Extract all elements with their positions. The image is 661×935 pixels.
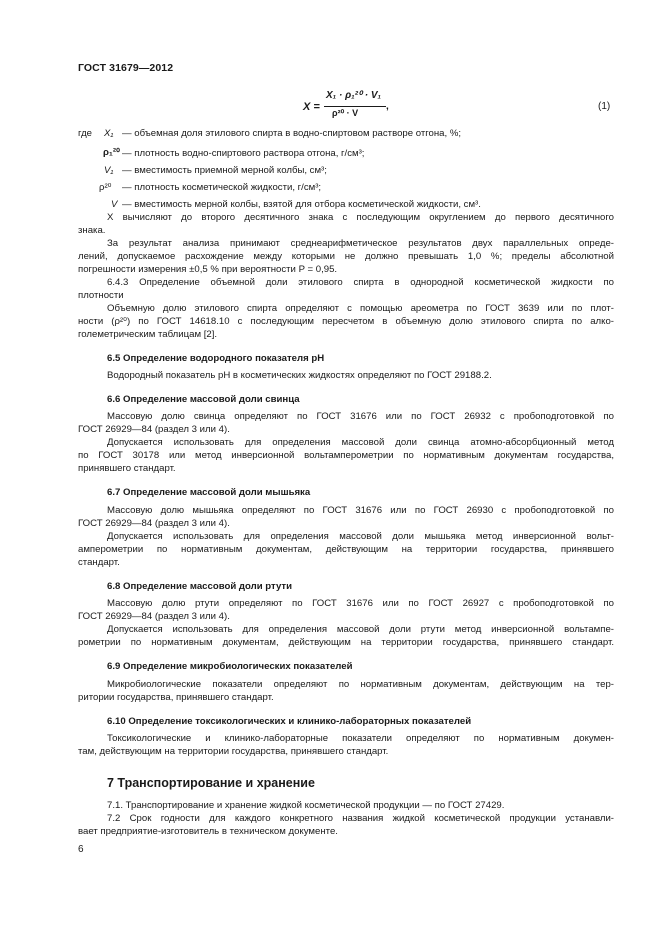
def-x1: — объемная доля этилового спирта в водно-спиртовом растворе отгона, %; [122,128,462,139]
section-6-9-heading: 6.9 Определение микробиологических показателей [107,661,353,672]
where-label: где [78,128,93,139]
def-x1-symbol: X₁ [104,128,114,139]
section-6-5-heading: 6.5 Определение водородного показателя pH [107,353,325,364]
calc-line-1: X вычисляют до второго десятичного знака с последующим округлением до первого десятичного [107,212,614,223]
section-6-7-heading: 6.7 Определение массовой доли мышьяка [107,487,311,498]
section-6-8-line-4: рометрии по нормативным документам, действующим на территории государства, принявшего стандарт. [78,637,614,648]
section-6-7-line-3: Допускается использовать для определения массовой доли мышьяка метод инверсионной вольт- [107,531,614,542]
def-v1-symbol: V₁ [104,165,114,176]
page-number: 6 [78,844,84,855]
section-6-8-line-3: Допускается использовать для определения массовой доли ртути метод инверсионной вольтампе- [107,624,614,635]
section-6-8-heading: 6.8 Определение массовой доли ртути [107,581,292,592]
section-6-10-line-1: Токсикологические и клинико-лабораторные показатели определяют по нормативным докумен- [107,733,614,744]
calc-line-2: знака. [78,225,106,236]
def-v1: — вместимость приемной мерной колбы, см³; [122,165,327,176]
def-rho-symbol: ρ²⁰ [99,182,112,193]
section-6-6-line-4: по ГОСТ 30178 или метод инверсионной вольтамперометрии по нормативным документам государства, [78,450,614,461]
result-line-2: лений, допускаемое расхождение между которыми не должно превышать 1,0 %; пределы абсолютной [78,251,614,262]
section-6-10-line-2: там, действующим на территории государства, принявшего стандарт. [78,746,389,757]
def-rho1: — плотность водно-спиртового раствора отгона, г/см³; [122,148,365,159]
section-6-5-para: Водородный показатель pH в косметических жидкостях определяют по ГОСТ 29188.2. [107,370,492,381]
formula-denominator: ρ²⁰ · V [332,108,359,118]
s643-para-2: ности (ρ²⁰) по ГОСТ 14618.10 с последующим пересчетом в объемную долю этилового спирта по алко- [78,316,614,327]
section-6-8-line-2: ГОСТ 26929—84 (раздел 3 или 4). [78,611,230,622]
section-6-6-line-3: Допускается использовать для определения массовой доли свинца атомно-абсорбционный метод [107,437,614,448]
section-6-7-line-2: ГОСТ 26929—84 (раздел 3 или 4). [78,518,230,529]
section-6-7-line-1: Массовую долю мышьяка определяют по ГОСТ 31676 или по ГОСТ 26930 с пробоподготовкой по [107,505,614,516]
section-6-7-line-4: амперометрии по нормативным документам, действующим на территории государства, принявшего [78,544,614,555]
s643-heading-2: плотности [78,290,124,301]
def-v-symbol: V [111,199,118,210]
equation-number: (1) [598,101,611,112]
section-6-6-line-2: ГОСТ 26929—84 (раздел 3 или 4). [78,424,230,435]
result-line-1: За результат анализа принимают среднеарифметическое результатов двух параллельных опреде- [107,238,614,249]
formula-lhs: X = [303,101,320,113]
section-7-2-line-2: вает предприятие-изготовитель в техническом документе. [78,826,338,837]
section-6-9-line-2: ритории государства, принявшего стандарт. [78,692,274,703]
section-6-7-line-5: стандарт. [78,557,120,568]
section-7-heading: 7 Транспортирование и хранение [107,776,315,790]
document-header: ГОСТ 31679—2012 [78,62,174,74]
formula-numerator: X₁ · ρ₁²⁰ · V₁ [326,90,382,101]
section-7-1: 7.1. Транспортирование и хранение жидкой косметической продукции — по ГОСТ 27429. [107,800,505,811]
section-6-6-heading: 6.6 Определение массовой доли свинца [107,394,300,405]
s643-heading-1: 6.4.3 Определение объемной доли этилового спирта в однородной косметической жидкости по [107,277,614,288]
section-7-2-line-1: 7.2 Срок годности для каждого конкретного названия жидкой косметической продукции устанавли- [107,813,614,824]
s643-para-1: Объемную долю этилового спирта определяют с помощью ареометра по ГОСТ 3639 или по плот- [107,303,614,314]
def-v: — вместимость мерной колбы, взятой для отбора косметической жидкости, см³. [122,199,481,210]
section-6-9-line-1: Микробиологические показатели определяют по нормативным документам, действующим на тер- [107,679,614,690]
s643-para-3: големетрическим таблицам [2]. [78,329,218,340]
def-rho1-symbol: ρ₁²⁰ [103,147,120,158]
fraction-bar [324,106,386,107]
section-6-8-line-1: Массовую долю ртути определяют по ГОСТ 31676 или по ГОСТ 26927 с пробоподготовкой по [107,598,614,609]
result-line-3: погрешности измерения ±0,5 % при вероятности P = 0,95. [78,264,338,275]
formula-trail: , [386,101,389,112]
section-6-6-line-1: Массовую долю свинца определяют по ГОСТ 31676 или по ГОСТ 26932 с пробоподготовкой по [107,411,614,422]
def-rho: — плотность косметической жидкости, г/см³; [122,182,322,193]
formula [300,90,420,130]
section-6-10-heading: 6.10 Определение токсикологических и клинико-лабораторных показателей [107,716,472,727]
section-6-6-line-5: принявшего стандарт. [78,463,176,474]
